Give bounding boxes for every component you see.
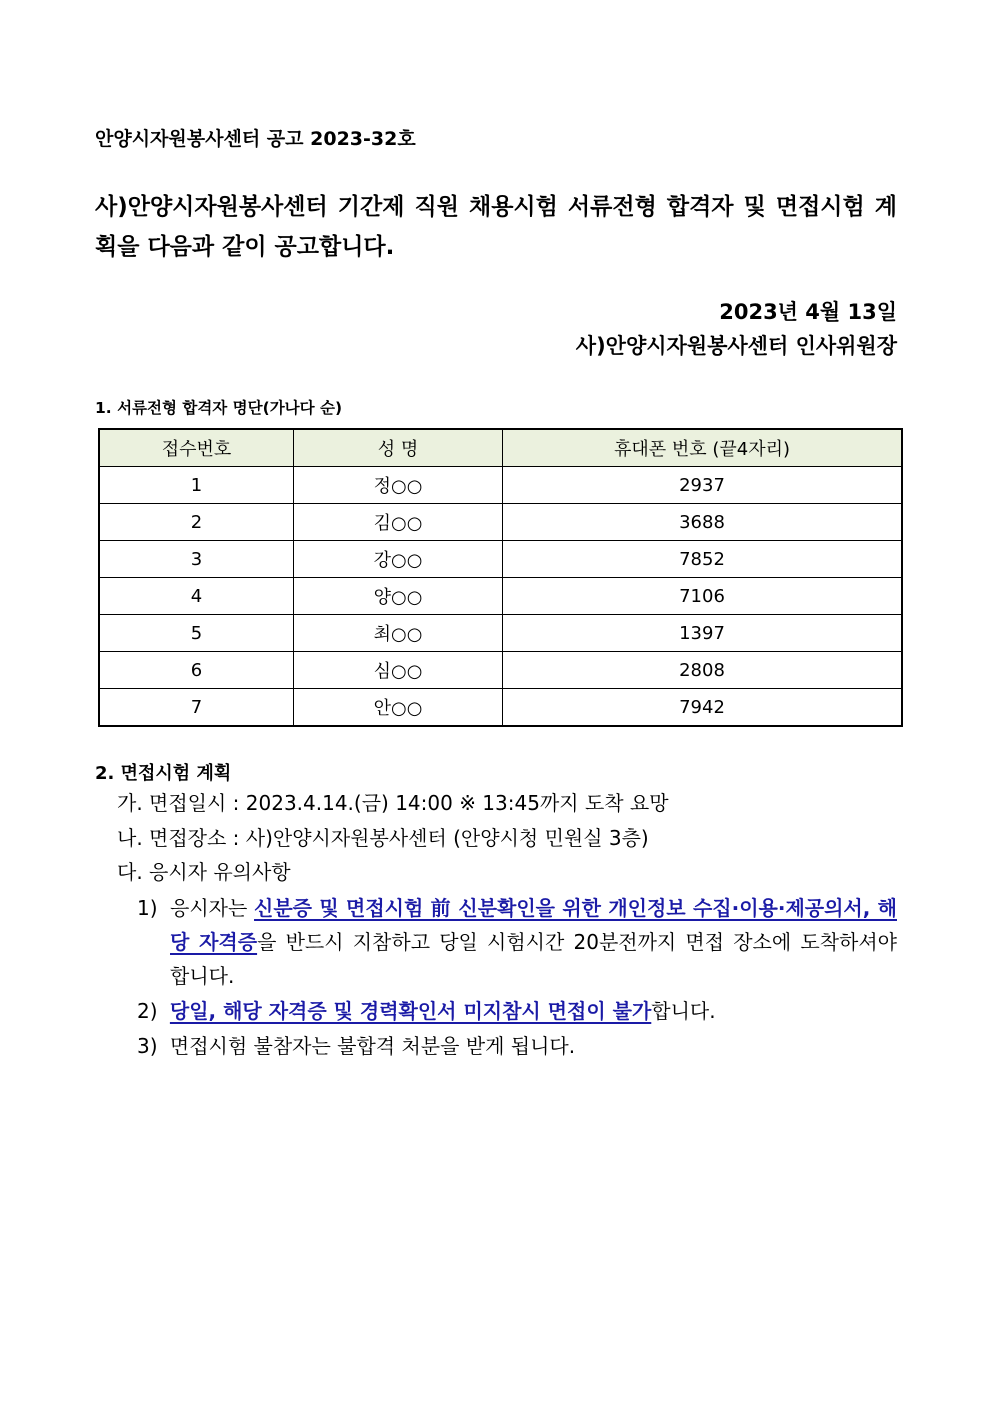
note-2	[137, 995, 716, 1024]
name-cell: 최○○	[294, 615, 503, 652]
note-1-post: 을 반드시 지참하고 당일 시험시간 20분전까지 면접 장소에 도착하셔야 합니다.	[170, 930, 897, 988]
phone-cell: 7852	[503, 541, 903, 578]
applicant-notes-heading: 다. 응시자 유의사항	[117, 860, 291, 884]
note-2-number: 2)	[137, 999, 158, 1023]
header-name: 성 명	[294, 429, 503, 467]
receipt-no-cell: 2	[99, 504, 294, 541]
note-1-highlight: 신분증 및 면접시험 前 신분확인을 위한 개인정보 수집·이용·제공의서, 해당 자격증	[170, 896, 897, 954]
issuer: 사)안양시자원봉사센터 인사위원장	[575, 334, 897, 358]
table-row	[99, 652, 902, 689]
note-1-pre: 응시자는	[170, 896, 255, 920]
receipt-no-cell: 5	[99, 615, 294, 652]
phone-cell: 7106	[503, 578, 903, 615]
header-phone: 휴대폰 번호 (끝4자리)	[503, 429, 903, 467]
name-cell: 김○○	[294, 504, 503, 541]
receipt-no-cell: 1	[99, 467, 294, 504]
interview-location: 나. 면접장소 : 사)안양시자원봉사센터 (안양시청 민원실 3층)	[117, 826, 649, 850]
phone-cell: 1397	[503, 615, 903, 652]
receipt-no-cell: 4	[99, 578, 294, 615]
interview-datetime: 가. 면접일시 : 2023.4.14.(금) 14:00 ※ 13:45까지 도착 요망	[117, 791, 669, 815]
receipt-no-cell: 6	[99, 652, 294, 689]
name-cell: 양○○	[294, 578, 503, 615]
phone-cell: 3688	[503, 504, 903, 541]
table-row	[99, 504, 902, 541]
section1-title: 1. 서류전형 합격자 명단(가나다 순)	[95, 399, 343, 417]
name-cell: 심○○	[294, 652, 503, 689]
table-row	[99, 689, 902, 727]
note-1-number: 1)	[137, 896, 158, 920]
table-row	[99, 578, 902, 615]
phone-cell: 2808	[503, 652, 903, 689]
note-2-post: 합니다.	[651, 999, 716, 1023]
note-2-highlight: 당일, 해당 자격증 및 경력확인서 미지참시 면접이 불가	[169, 999, 652, 1023]
headline: 사)안양시자원봉사센터 기간제 직원 채용시험 서류전형 합격자 및 면접시험 계획을 다음과 같이 공고합니다.	[95, 194, 897, 260]
table-row	[99, 467, 902, 504]
name-cell: 강○○	[294, 541, 503, 578]
note-1	[137, 891, 897, 993]
name-cell: 정○○	[294, 467, 503, 504]
phone-cell: 7942	[503, 689, 903, 727]
table-header-row	[99, 429, 902, 467]
section2-title: 2. 면접시험 계획	[95, 763, 232, 784]
passer-table	[98, 428, 903, 727]
note-3-number: 3)	[137, 1034, 158, 1058]
table-row	[99, 615, 902, 652]
notice-number: 안양시자원봉사센터 공고 2023-32호	[95, 128, 416, 150]
note-3	[137, 1030, 575, 1059]
receipt-no-cell: 7	[99, 689, 294, 727]
phone-cell: 2937	[503, 467, 903, 504]
receipt-no-cell: 3	[99, 541, 294, 578]
name-cell: 안○○	[294, 689, 503, 727]
notice-date: 2023년 4월 13일	[719, 300, 897, 324]
header-receipt-no: 접수번호	[99, 429, 294, 467]
note-3-text: 면접시험 불참자는 불합격 처분을 받게 됩니다.	[169, 1034, 576, 1058]
table-row	[99, 541, 902, 578]
